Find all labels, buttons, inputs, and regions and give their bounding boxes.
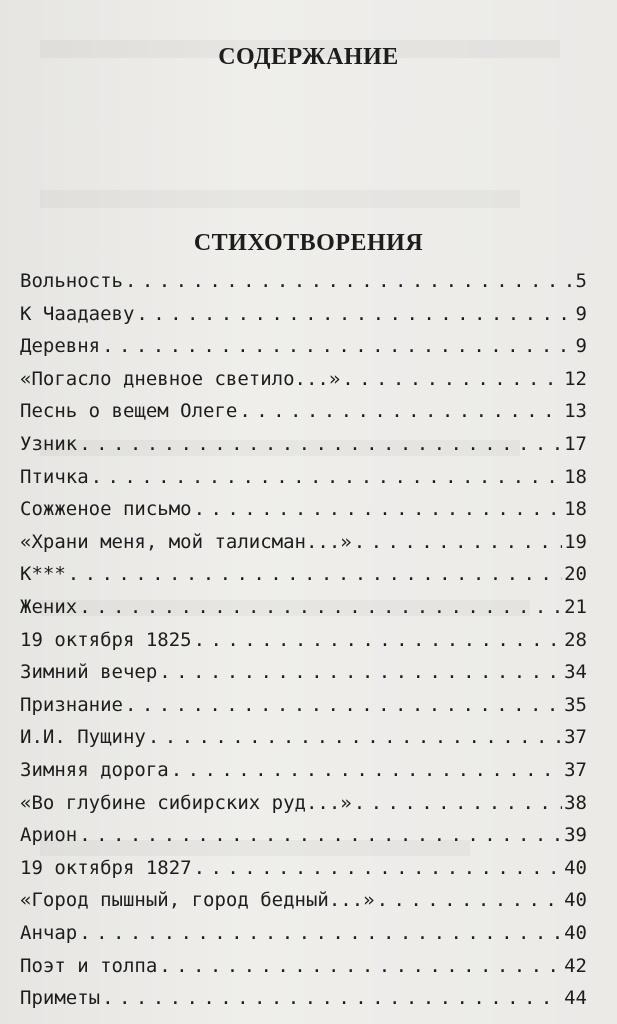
toc-entry-page: 18 [564, 465, 587, 488]
toc-entry-title: «Во глубине сибирских руд...» [20, 791, 352, 814]
toc-entry-page: 19 [564, 530, 587, 553]
toc-entry [20, 400, 587, 430]
toc-entry [20, 531, 587, 561]
toc-entry-title: Приметы [20, 987, 101, 1010]
toc-leader-dots [159, 955, 562, 977]
toc-entry-page: 38 [564, 791, 587, 814]
toc-entry-page: 40 [564, 889, 587, 912]
toc-entry-page: 18 [564, 498, 587, 521]
toc-leader-dots [136, 303, 573, 325]
toc-leader-dots [171, 759, 562, 781]
toc-entry-title: К*** [20, 563, 66, 586]
toc-entry [20, 726, 587, 756]
toc-entry-page: 35 [564, 693, 587, 716]
toc-entry-title: И.И. Пущину [20, 726, 146, 749]
toc-leader-dots [68, 563, 562, 585]
toc-entry [20, 596, 587, 626]
section-title: СТИХОТВОРЕНИЯ [193, 230, 424, 256]
toc-entry-title: К Чаадаеву [20, 302, 135, 325]
toc-leader-dots [354, 792, 562, 814]
toc-leader-dots [159, 661, 562, 683]
toc-entry [20, 759, 587, 789]
toc-entry-page: 42 [564, 954, 587, 977]
toc-entry-page: 9 [575, 302, 587, 325]
toc-entry-title: Анчар [20, 922, 78, 944]
toc-entry-title: Песнь о вещем Олеге [20, 400, 238, 423]
toc-entry [20, 498, 587, 528]
toc-entry-page: 12 [564, 367, 587, 390]
toc-leader-dots [125, 270, 574, 292]
toc-entry [20, 857, 587, 887]
toc-leader-dots [194, 629, 563, 651]
toc-entry [20, 661, 587, 691]
toc-leader-dots [102, 987, 562, 1009]
toc-entry-page: 34 [564, 661, 587, 684]
toc-leader-dots [125, 694, 562, 716]
toc-leader-dots [148, 726, 562, 748]
toc-entry-title: Жених [20, 596, 78, 618]
toc-entry-title: Зимний вечер [20, 661, 158, 684]
toc-entry-title: Птичка [20, 465, 89, 488]
toc-leader-dots [79, 922, 562, 944]
toc-entry-title: Узник [20, 433, 78, 455]
toc-leader-dots [79, 433, 562, 455]
toc-entry-title: Зимняя дорога [20, 759, 169, 781]
toc-entry-title: Деревня [20, 335, 101, 358]
toc-leader-dots [194, 498, 563, 520]
toc-entry-title: Вольность [20, 270, 123, 292]
toc-entry-title: Арион [20, 824, 78, 847]
toc-entry-title: Поэт и толпа [20, 954, 158, 977]
toc-entry [20, 563, 587, 593]
contents-title: СОДЕРЖАНИЕ [218, 44, 399, 70]
toc-leader-dots [102, 335, 573, 357]
toc-entry-page: 20 [564, 563, 587, 586]
toc-leader-dots [239, 400, 562, 422]
toc-entry-page: 37 [564, 759, 587, 781]
toc-entry [20, 824, 587, 854]
toc-entry-page: 17 [564, 433, 587, 455]
toc-entry-title: Сожженое письмо [20, 498, 192, 521]
toc-leader-dots [354, 531, 562, 553]
toc-entry-page: 40 [564, 922, 587, 944]
toc-entry [20, 335, 587, 365]
toc-entry-page: 37 [564, 726, 587, 749]
toc-entry-title: «Погасло дневное светило...» [20, 367, 341, 390]
toc-leader-dots [377, 889, 563, 911]
toc-entry [20, 694, 587, 724]
toc-entry-page: 44 [564, 987, 587, 1010]
toc-leader-dots [79, 596, 562, 618]
toc-entry-page: 5 [575, 270, 587, 292]
toc-entry [20, 889, 587, 919]
toc-entry [20, 303, 587, 333]
toc-leader-dots [342, 368, 562, 390]
toc-entry-page: 13 [564, 400, 587, 423]
toc-entry [20, 629, 587, 659]
toc-entry [20, 433, 587, 463]
toc-entry-page: 9 [575, 335, 587, 358]
toc-entry-title: «Храни меня, мой талисман...» [20, 530, 352, 553]
toc-entry [20, 368, 587, 398]
toc-leader-dots [91, 466, 562, 488]
toc-leader-dots [79, 824, 562, 846]
toc-leader-dots [194, 857, 563, 879]
toc-entry-page: 39 [564, 824, 587, 847]
toc-entry [20, 792, 587, 822]
toc-entry [20, 270, 587, 300]
toc-entry-page: 21 [564, 596, 587, 618]
toc-entry-page: 28 [564, 628, 587, 651]
toc-entry-title: 19 октября 1825 [20, 628, 192, 651]
toc-entry-title: 19 октября 1827 [20, 856, 192, 879]
toc-entry-title: «Город пышный, город бедный...» [20, 889, 375, 912]
toc-entry [20, 955, 587, 985]
bleed-through-shadow [40, 190, 520, 208]
toc-entry [20, 987, 587, 1017]
toc-entry-title: Признание [20, 693, 123, 716]
toc-entry-page: 40 [564, 856, 587, 879]
toc-entry [20, 922, 587, 952]
toc-entry [20, 466, 587, 496]
